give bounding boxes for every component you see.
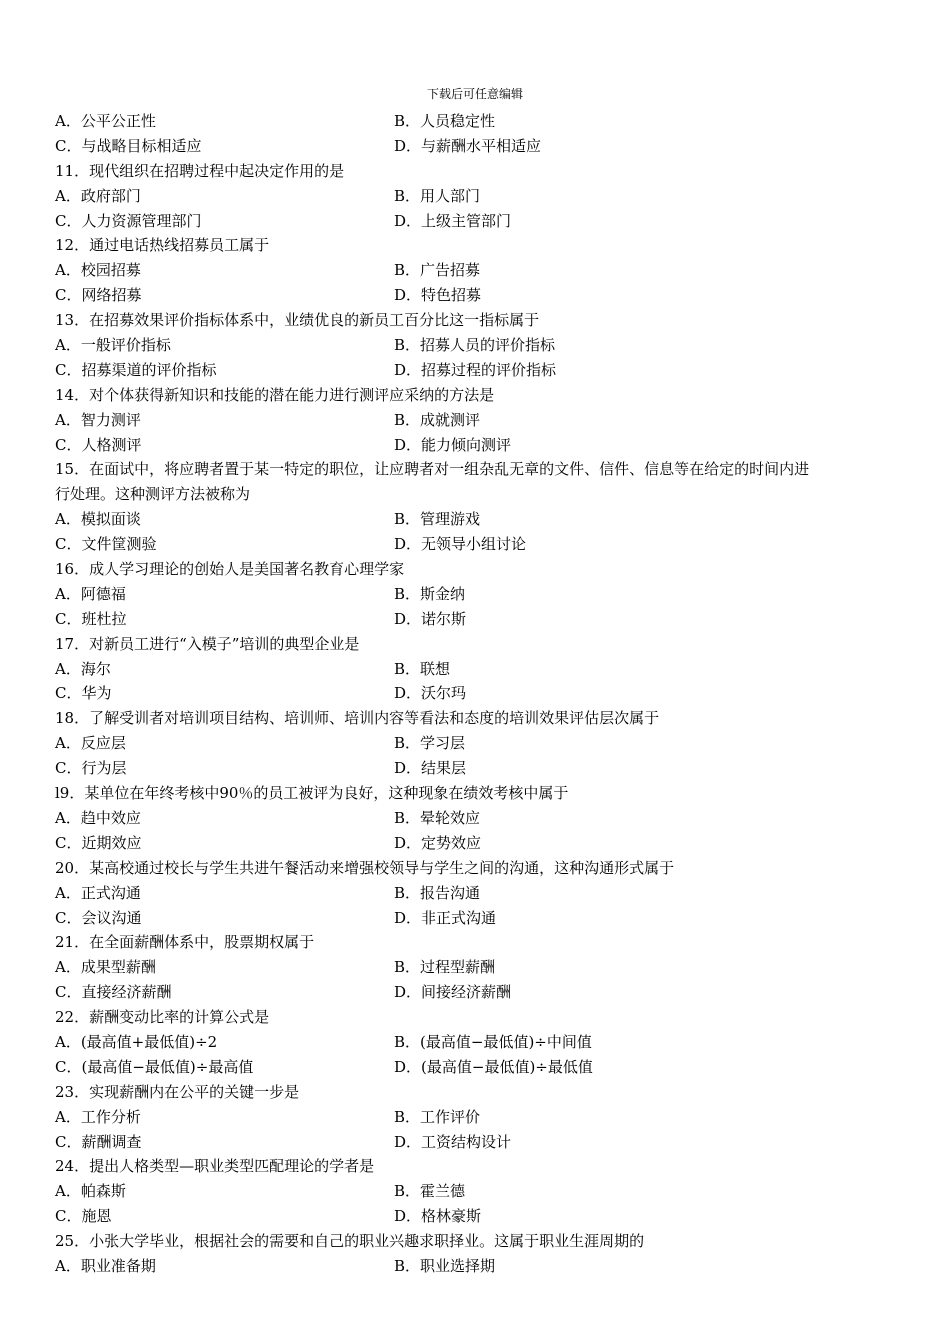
option-left: C．文件筐测验 <box>55 535 157 554</box>
option-left: C．人格测评 <box>55 435 142 454</box>
option-right: D．格林豪斯 <box>394 1207 482 1226</box>
option-row <box>55 955 900 980</box>
question-list <box>55 109 900 1279</box>
option-row <box>55 1130 900 1155</box>
option-right: B．联想 <box>394 659 451 678</box>
option-row <box>55 408 900 433</box>
option-row <box>55 258 900 283</box>
option-left: A．帕森斯 <box>55 1182 126 1201</box>
option-right: D．非正式沟通 <box>394 908 497 927</box>
option-row <box>55 109 900 134</box>
question-text: 11．现代组织在招聘过程中起决定作用的是 <box>55 161 345 180</box>
option-right: B．广告招募 <box>394 261 481 280</box>
option-left: C．与战略目标相适应 <box>55 136 202 155</box>
option-left: A．趋中效应 <box>55 808 141 827</box>
option-row <box>55 657 900 682</box>
option-left: C．招募渠道的评价指标 <box>55 360 217 379</box>
option-right: D．工资结构设计 <box>394 1132 512 1151</box>
option-left: A．模拟面谈 <box>55 510 141 529</box>
option-left: A．一般评价指标 <box>55 336 171 355</box>
option-row <box>55 184 900 209</box>
option-right: D．沃尔玛 <box>394 684 467 703</box>
option-row <box>55 906 900 931</box>
option-left: A．海尔 <box>55 659 111 678</box>
option-right: D．诺尔斯 <box>394 609 467 628</box>
option-row <box>55 756 900 781</box>
option-right: B．晕轮效应 <box>394 808 481 827</box>
option-right: B．报告沟通 <box>394 883 481 902</box>
option-row <box>55 1105 900 1130</box>
question-text: 15．在面试中，将应聘者置于某一特定的职位，让应聘者对一组杂乱无章的文件、信件、信息等在给定的时间内进 <box>55 460 810 479</box>
option-right: D．无领导小组讨论 <box>394 535 527 554</box>
option-left: A．反应层 <box>55 734 126 753</box>
option-right: B．过程型薪酬 <box>394 958 496 977</box>
option-row <box>55 831 900 856</box>
option-right: D．结果层 <box>394 759 467 778</box>
option-right: D．间接经济薪酬 <box>394 983 512 1002</box>
option-left: A．智力测评 <box>55 410 141 429</box>
option-row <box>55 607 900 632</box>
option-right: B．招募人员的评价指标 <box>394 336 556 355</box>
option-right: D．特色招募 <box>394 286 482 305</box>
question-text: 13．在招募效果评价指标体系中，业绩优良的新员工百分比这一指标属于 <box>55 311 540 330</box>
question-text: 14．对个体获得新知识和技能的潜在能力进行测评应采纳的方法是 <box>55 385 495 404</box>
option-right: D．与薪酬水平相适应 <box>394 136 542 155</box>
option-left: A．工作分析 <box>55 1107 141 1126</box>
option-row <box>55 1179 900 1204</box>
question-text: 20．某高校通过校长与学生共进午餐活动来增强校领导与学生之间的沟通，这种沟通形式属于 <box>55 858 675 877</box>
option-row <box>55 806 900 831</box>
option-left: A．公平公正性 <box>55 112 156 130</box>
option-row <box>55 532 900 557</box>
option-left: C．会议沟通 <box>55 908 142 927</box>
option-row <box>55 358 900 383</box>
option-row <box>55 1254 900 1279</box>
option-right: B．霍兰德 <box>394 1182 466 1201</box>
option-left: C．班杜拉 <box>55 609 127 628</box>
option-right: B．学习层 <box>394 734 466 753</box>
question-text: 16．成人学习理论的创始人是美国著名教育心理学家 <box>55 560 405 579</box>
question-text: 12．通过电话热线招募员工属于 <box>55 236 270 255</box>
question-text: 25．小张大学毕业，根据社会的需要和自己的职业兴趣求职择业。这属于职业生涯周期的 <box>55 1232 645 1251</box>
option-left: A．职业准备期 <box>55 1256 156 1275</box>
option-right: B．(最高值−最低值)÷中间值 <box>394 1032 592 1051</box>
question-text: 22．薪酬变动比率的计算公式是 <box>55 1008 270 1027</box>
option-right: D．定势效应 <box>394 833 482 852</box>
option-row <box>55 980 900 1005</box>
option-left: C．华为 <box>55 684 112 703</box>
page-header: 下载后可任意编辑 <box>426 87 523 101</box>
option-row <box>55 283 900 308</box>
question-text: 21．在全面薪酬体系中，股票期权属于 <box>55 933 315 952</box>
option-row <box>55 507 900 532</box>
option-right: B．用人部门 <box>394 186 481 205</box>
option-left: C．直接经济薪酬 <box>55 983 172 1002</box>
option-row <box>55 433 900 458</box>
option-row <box>55 881 900 906</box>
question-text: l9．某单位在年终考核中90％的员工被评为良好，这种现象在绩效考核中属于 <box>55 784 569 803</box>
option-left: A．政府部门 <box>55 186 141 205</box>
question-text: 18．了解受训者对培训项目结构、培训师、培训内容等看法和态度的培训效果评估层次属于 <box>55 709 660 728</box>
question-text: 17．对新员工进行“入模子”培训的典型企业是 <box>55 634 360 653</box>
question-text: 23．实现薪酬内在公平的关键一步是 <box>55 1082 300 1101</box>
option-row <box>55 134 900 159</box>
option-right: B．人员稳定性 <box>394 112 496 130</box>
option-row <box>55 333 900 358</box>
option-right: D．上级主管部门 <box>394 211 512 230</box>
option-row <box>55 209 900 234</box>
option-left: A．校园招募 <box>55 261 141 280</box>
option-right: B．工作评价 <box>394 1107 481 1126</box>
option-right: D．能力倾向测评 <box>394 435 512 454</box>
option-right: D．招募过程的评价指标 <box>394 360 557 379</box>
option-left: C．行为层 <box>55 759 127 778</box>
option-left: C．近期效应 <box>55 833 142 852</box>
option-right: D．(最高值−最低值)÷最低值 <box>394 1057 593 1076</box>
question-text: 24．提出人格类型—职业类型匹配理论的学者是 <box>55 1157 375 1176</box>
option-left: A．阿德福 <box>55 584 126 603</box>
option-right: B．斯金纳 <box>394 584 466 603</box>
option-row <box>55 1055 900 1080</box>
option-right: B．管理游戏 <box>394 510 481 529</box>
option-right: B．职业选择期 <box>394 1256 496 1275</box>
option-right: B．成就测评 <box>394 410 481 429</box>
option-left: C．薪酬调查 <box>55 1132 142 1151</box>
option-left: C．施恩 <box>55 1207 112 1226</box>
option-row <box>55 1204 900 1229</box>
option-left: C．网络招募 <box>55 286 142 305</box>
option-row <box>55 1030 900 1055</box>
option-left: A．(最高值+最低值)÷2 <box>55 1032 218 1051</box>
option-left: A．成果型薪酬 <box>55 958 156 977</box>
option-left: C．(最高值−最低值)÷最高值 <box>55 1057 254 1076</box>
option-row <box>55 681 900 706</box>
option-left: C．人力资源管理部门 <box>55 211 202 230</box>
question-text: 行处理。这种测评方法被称为 <box>55 485 251 504</box>
option-left: A．正式沟通 <box>55 883 141 902</box>
option-row <box>55 731 900 756</box>
option-row <box>55 582 900 607</box>
